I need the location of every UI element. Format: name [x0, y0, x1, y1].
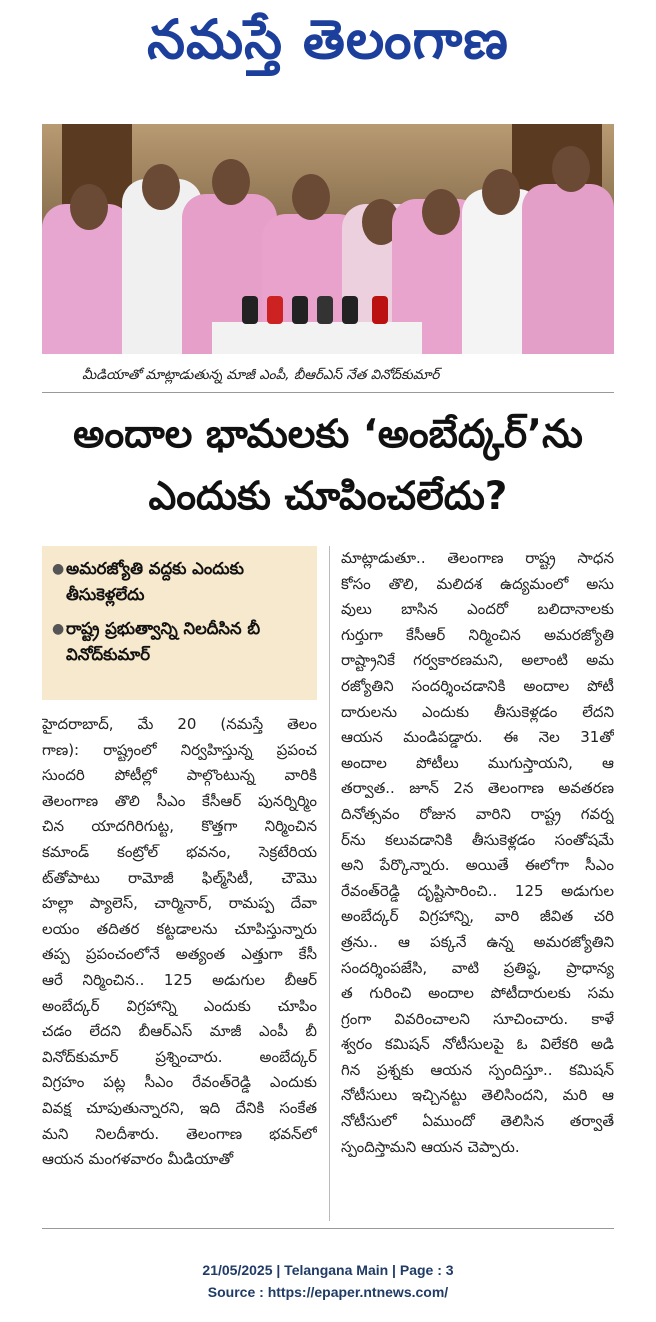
highlight-item: [52, 616, 309, 668]
article-text-line: చడం లేదని బీఆర్ఎస్ మాజీ ఎంపీ బీ: [42, 1022, 317, 1041]
photo-head: [292, 174, 330, 220]
photo-microphone: [267, 296, 283, 324]
article-text-line: అందాల పోటీలు ముగుస్తాయని, ఆ: [341, 753, 614, 772]
photo-head: [70, 184, 108, 230]
article-column-left: [42, 712, 317, 1173]
article-text-line: అంబేద్కర్ విగ్రహాన్ని, వారి జీవిత చరి: [341, 907, 614, 926]
photo-head: [142, 164, 180, 210]
article-text-line: కోసం తొలి, మలిదశ ఉద్యమంలో అసు: [341, 574, 614, 593]
article-text-line: ఆయన మండిపడ్డారు. ఈ నెల 31తో: [341, 728, 614, 747]
photo-microphone: [292, 296, 308, 324]
article-text-line: నోటీసులు ఇచ్చినట్టు తెలిసిందని, మరి ఆ: [341, 1086, 614, 1105]
highlight-item: [52, 556, 309, 608]
article-text-line: తెలంగాణ తొలి సీఎం కేసీఆర్ పునర్నిర్మిం: [42, 791, 317, 810]
article-text-line: ఆరే నిర్మించిన.. 125 అడుగుల బీఆర్: [42, 970, 317, 989]
photo-podium: [212, 322, 422, 354]
article-text-line: శ్వరం కమిషన్ నోటీసులపై ఓ విలేకరి అడి: [341, 1035, 614, 1054]
photo-microphone: [372, 296, 388, 324]
article-text-line: హైదరాబాద్, మే 20 (నమస్తే తెలం: [42, 715, 317, 733]
article-text-line: నోటీసులో ఏముందో తెలిసిన తర్వాతే: [341, 1112, 614, 1131]
article-text-line: సందర్శింపజేసి, వాటి ప్రతిష్ఠ, ప్రాధాన్య: [341, 958, 614, 977]
article-text-line: సుందరి పోటీల్లో పాల్గొంటున్న వారికి: [42, 766, 317, 785]
headline-line-2: ఎందుకు చూపించలేదు?: [148, 474, 508, 519]
article-text-line: మని నిలదీశారు. తెలంగాణ భవన్‌లో: [42, 1124, 317, 1143]
article-text-line: గుర్తుగా కేసీఆర్ నిర్మించిన అమరజ్యోతి: [341, 625, 614, 644]
column-divider: [329, 546, 330, 1221]
photo-microphone: [317, 296, 333, 324]
photo-microphone: [342, 296, 358, 324]
article-text-line: రజ్యోతిని సందర్శించడానికి అందాల పోటీ: [341, 676, 614, 695]
article-text-line: స్పందిస్తామని ఆయన చెప్పారు.: [341, 1137, 520, 1156]
article-text-line: ఆయన మంగళవారం మీడియాతో: [42, 1150, 234, 1169]
article-text-line: చిన యాదగిరిగుట్ట, కొత్తగా నిర్మించిన: [42, 817, 317, 836]
bullet-icon: ●: [52, 621, 65, 637]
article-text-line: ట్‌తోపాటు రామోజీ ఫిల్మ్‌సిటీ, చౌమొ: [42, 868, 317, 887]
article-text-line: కమాండ్ కంట్రోల్ భవనం, సెక్రటేరియ: [42, 842, 317, 861]
photo-head: [422, 189, 460, 235]
article-text-line: ర్‌ను కలువడానికి తీసుకెళ్లడం సంతోషమే: [341, 830, 614, 849]
article-text-line: దారులను ఎందుకు తీసుకెళ్లడం లేదని: [341, 702, 614, 721]
article-text-line: త్రను.. ఆ పక్కనే ఉన్న అమరజ్యోతిని: [341, 932, 614, 951]
article-bottom-rule: [42, 1228, 614, 1229]
photo-person: [522, 184, 614, 354]
article-text-line: వినోద్‌కుమార్ ప్రశ్నించారు. అంబేద్కర్: [42, 1047, 317, 1066]
article-text-line: వివక్ష చూపుతున్నారని, ఇది దేనికి సంకేత: [42, 1098, 317, 1117]
highlight-text: రాష్ట్ర ప్రభుత్వాన్ని నిలదీసిన బీ వినోద్‌కుమార్: [66, 619, 261, 664]
article-text-line: లయం తదితర కట్టడాలను చూపిస్తున్నారు: [42, 919, 317, 938]
article-column-right: [341, 546, 614, 1160]
article-text-line: త గురించి అందాల పోటీదారులకు సమ: [341, 984, 614, 1003]
footer-source: Source : https://epaper.ntnews.com/: [207, 1284, 449, 1300]
article-text-line: గ్రంగా వివరించాలని సూచించారు. కాళే: [341, 1009, 614, 1028]
article-text-line: దినోత్సవం రోజున వారిని రాష్ట్ర గవర్న: [341, 804, 614, 823]
newspaper-masthead: నమస్తే తెలంగాణ: [147, 8, 509, 71]
press-conference-photo: [42, 124, 614, 354]
photo-head: [552, 146, 590, 192]
article-text-line: మాట్లాడుతూ.. తెలంగాణ రాష్ట్ర సాధన: [341, 549, 614, 567]
article-text-line: తర్వాత.. జూన్ 2న తెలంగాణ అవతరణ: [341, 779, 614, 798]
article-text-line: గిన ప్రశ్నకు ఆయన స్పందిస్తూ.. కమిషన్: [341, 1060, 614, 1079]
article-text-line: అంబేద్కర్ విగ్రహాన్ని ఎందుకు చూపిం: [42, 996, 317, 1015]
article-text-line: గాణ): రాష్ట్రంలో నిర్వహిస్తున్న ప్రపంచ: [42, 740, 317, 759]
photo-head: [212, 159, 250, 205]
article-text-line: హల్లా ప్యాలెస్, చార్మినార్, రామప్ప దేవా: [42, 894, 317, 913]
article-text-line: రేవంత్‌రెడ్డి దృష్టిసారించి.. 125 అడుగుల: [341, 881, 614, 900]
article-text-line: అని పేర్కొన్నారు. అయితే ఈలోగా సీఎం: [341, 856, 614, 875]
highlight-text: అమరజ్యోతి వద్దకు ఎందుకు తీసుకెళ్లలేదు: [66, 559, 244, 604]
footer-edition-info: 21/05/2025 | Telangana Main | Page : 3: [202, 1262, 454, 1278]
caption-divider: [42, 392, 614, 393]
photo-head: [482, 169, 520, 215]
article-text-line: తప్ప ప్రపంచంలోనే అత్యంత ఎత్తుగా కేసీ: [42, 945, 317, 964]
article-text-line: విగ్రహం పట్ల సీఎం రేవంత్‌రెడ్డి ఎందుకు: [42, 1073, 317, 1092]
photo-caption: మీడియాతో మాట్లాడుతున్న మాజీ ఎంపీ, బీఆర్ఎస్ నేత వినోద్‌కుమార్: [82, 367, 440, 383]
article-text-line: రాష్ట్రానికే గర్వకారణమని, అలాంటి అమ: [341, 651, 614, 670]
headline-line-1: అందాల భామలకు ‘అంబేద్కర్’ను: [73, 412, 583, 457]
photo-microphone: [242, 296, 258, 324]
article-text-line: వులు బాసిన ఎందరో బలిదానాలకు: [341, 600, 614, 619]
article-headline: [42, 404, 614, 528]
bullet-icon: ●: [52, 561, 65, 577]
highlights-box: [42, 546, 317, 700]
